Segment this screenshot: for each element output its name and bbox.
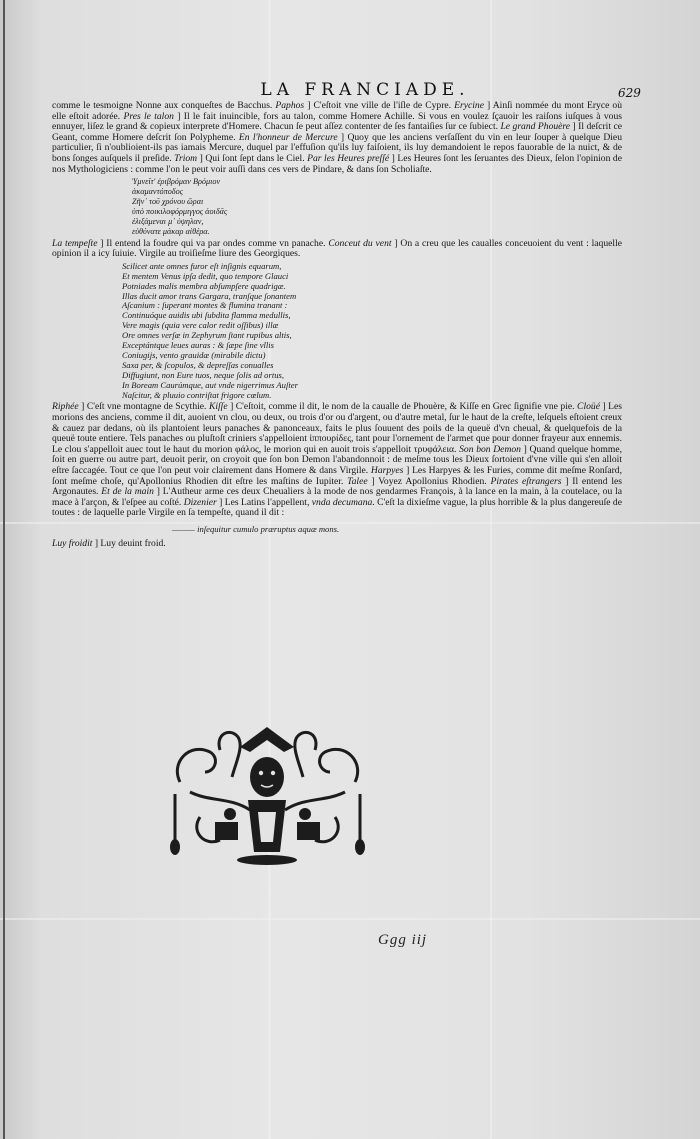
lemma: En l'honneur de Mercure [238, 131, 338, 143]
lemma: Pirates eſtrangers [490, 475, 562, 487]
gloss-text: ] Voyez Apollonius Rhodien. [367, 475, 491, 487]
verse-line: Ore omnes verſæ in Zephyrum ſtant rupibus altis, [122, 330, 292, 341]
verse-line: εὐθύνατε μάκαρ αἰθέρα. [132, 226, 210, 236]
commentary-paragraph [52, 539, 622, 550]
gloss-text: ] Il deſcrit ce Geant, comme Homere deſcrit ſon Polypheme. [52, 121, 622, 143]
commentary-text [52, 101, 622, 550]
gloss-text: ] Ainſi nommée du mont Eryce où elle eſtoit adorée. [52, 100, 622, 122]
verse-line: Aſcanium : ſuperant montes & flumina tranant : [122, 300, 288, 311]
running-title: LA FRANCIADE. [260, 80, 470, 100]
lemma: Le grand Phouère [500, 121, 571, 133]
lemma: Cloüé [577, 401, 600, 413]
gloss-text: . C'eſt la dixieſme vague, la plus horrible & la plus dangereuſe de toutes : de laquelle parle Virgile en ſa tempeſte, quand il dit : [52, 496, 622, 519]
lemma: Son bon Demon [459, 443, 521, 455]
gloss-text: ] Il le fait inuincible, fors au talon, comme Homere Achille. Si vous en voulez ſçauoir les raiſons iuſques à vous ennuyer, liſez le grand & copieux interprete d'Homere. Chacun ſe peut aſſez contenter de ſes fantaiſies ſur ce ſubiect. [52, 110, 622, 133]
gloss-text: ] C'eſt vne montagne de Scythie. [78, 401, 209, 413]
verse-line: Ζῆν᾽ τοῦ χρόνου ὥραι [132, 196, 204, 206]
verse-line: ἐλιξάμεναι μ᾽ ὑψηλαν, [132, 216, 204, 226]
gloss-text: ] Les Latins l'appellent, [216, 496, 312, 508]
lemma: Kiſſe [208, 401, 228, 413]
verse-line: In Boream Caurúmque, aut vnde nigerrimus Auſter [122, 379, 298, 390]
gloss-text: ] C'eſtoit, comme il dit, le nom de la caualle de Phouère, & Kiſſe en Grec ſignifie vne pie. [227, 401, 578, 413]
verse-line: Potniades malis membra abſumpſere quadrigæ. [122, 280, 286, 291]
commentary-paragraph [52, 101, 622, 175]
verse-line: Illas ducit amor trans Gargara, tranſque ſonantem [122, 290, 297, 301]
gloss-text: ] L'Autheur arme ces deux Cheualiers à la mode de nos gendarmes François, à la lance en la main, à la coutelace, ou la mace à l'arçon, & l'eſpee au coſté. [52, 486, 622, 508]
verse-line: ——— inſequitur cumulo præruptus aquæ mons. [172, 524, 340, 534]
gloss-text: ] Les Harpyes & les Furies, comme dit meſme Ronſard, ſont meſme choſe, qu'Apollonius Rhodien dit eſtre les maſtins de Iupiter. [52, 465, 622, 487]
lemma: vnda decumana [311, 496, 373, 508]
verse-line: Exceptántque leues auras : & ſæpe ſine vllis [122, 340, 275, 351]
latin-verse-quote [122, 262, 622, 401]
gloss-text: ] Il entend les Argonautes. [52, 475, 622, 498]
verse-line: Scilicet ante omnes furor eſt inſignis equarum, [122, 260, 282, 271]
page-edge [3, 0, 5, 1139]
gloss-text: ] Il entend la foudre qui va par ondes comme vn panache. [97, 237, 329, 249]
verse-quote-line [172, 525, 622, 535]
lemma: Luy froidit [52, 537, 93, 549]
lemma: Harpyes [370, 465, 404, 477]
commentary-paragraph [52, 239, 622, 260]
lemma: Par les Heures preſſé [307, 152, 390, 164]
page-fold-line [0, 918, 700, 920]
verse-line: Saxa per, & ſcopulos, & depreſſas conualles [122, 359, 274, 370]
verse-line: Coniugijs, vento grauidæ (mirabile dictu) [122, 349, 266, 360]
gloss-text: ] Qui ſont ſept dans le Ciel. [197, 152, 308, 164]
lemma: Pres le talon [123, 110, 174, 122]
signature-mark: Ggg iij [378, 932, 428, 948]
commentary-paragraph [52, 402, 622, 519]
lemma: La tempeſte [52, 237, 98, 249]
verse-line: Naſcitur, & pluuio contriſtat frigore cœlum. [122, 389, 272, 400]
lemma: Talee [347, 475, 368, 487]
greek-verse-quote [132, 177, 622, 236]
page-number: 629 [618, 86, 641, 100]
gloss-text: ] Les Heures ſont les ſeruantes des Dieux, ſelon l'opinion de nos Mythologiciens : comme l'on le peut voir auſſi dans ces vers de Pindare, & dans ſon Scholiaſte. [52, 152, 622, 175]
verse-line: Diffugiunt, non Eure tuos, neque ſolis ad ortus, [122, 369, 285, 380]
gloss-text: ] On a creu que les caualles conceuoient du vent : laquelle opinion il a icy ſuiuie. Virgile au troiſieſme liure des Georgiques. [52, 237, 622, 260]
lemma: Paphos [275, 100, 305, 111]
lemma: Dizenier [183, 496, 217, 508]
gloss-text: ] Luy deuint froid. [92, 537, 166, 549]
gloss-text: ] Les morions des anciens, comme il dit, auoient vn clou, ou deux, ou trois d'or ou d'argent, ou d'autre metal, ſur le haut de la creſte, leſquels eſtoient creux & cauez par dedans, où ils plantoient leurs panaches & panonceaux, faits le plus ſouuent des poils de la queuë d'vn cheual, & quelquefois de la queuë toute entiere. Tels panaches ou pluſtoſt criniers s'appelloient ἱππουρίδες, tant pour l'ornement de l'armet que pour donner frayeur aux ennemis. Le clou s'appelloit auec tout le haut du morion φάλος, le morion qui en auoit trois s'appelloit τρυφάλεια. [52, 401, 623, 455]
gloss-text: ] Quand quelque homme, ſoit en guerre ou autre part, deuoit perir, on croyoit que ſon bon Demon l'abandonnoit : de meſme tous les Dieux ſortoient d'vne ville qui s'en alloit eſtre ſaccagée. Tout ce que l'on peut voir clairement dans Homere & dans Virgile. [52, 443, 622, 477]
gloss-text: comme le tesmoigne Nonne aux conqueſtes de Bacchus. [52, 100, 276, 111]
verse-line: Ὑμνεῖτ' ἐριβρόμαν Βρόμιον [132, 177, 221, 187]
gloss-text: ] Quoy que les anciens verſaſſent du vin en leur ſouper à quelque Dieu particulier, ſi n'oublioient-ils pas iamais Mercure, duquel par l'effuſion qu'ils luy faiſoient, ils luy demandoient le repos fauorable de la nuict, & de bons ſonges auſquels il preſide. [52, 131, 622, 164]
tailpiece-ornament [160, 722, 375, 867]
lemma: Et de la main [101, 486, 154, 498]
gloss-text: ] C'eſtoit vne ville de l'iſle de Cypre. [304, 100, 455, 111]
verse-line: Et mentem Venus ipſa dedit, quo tempore Glauci [122, 270, 289, 281]
verse-line: Continuóque auidis ubi ſubdita flamma medullis, [122, 310, 291, 321]
verse-line: ὑπὸ ποικιλοφόρμιγγος ἀοιδᾶς [132, 206, 228, 216]
verse-line: Vere magis (quia vere calor redit oſſibus) illæ [122, 320, 279, 331]
verse-line: ἀκαμαντόποδος [132, 187, 184, 197]
lemma: Triom [174, 152, 198, 164]
lemma: Conceut du vent [328, 237, 392, 249]
lemma: Riphée [52, 401, 79, 413]
lemma: Erycine [454, 100, 484, 111]
